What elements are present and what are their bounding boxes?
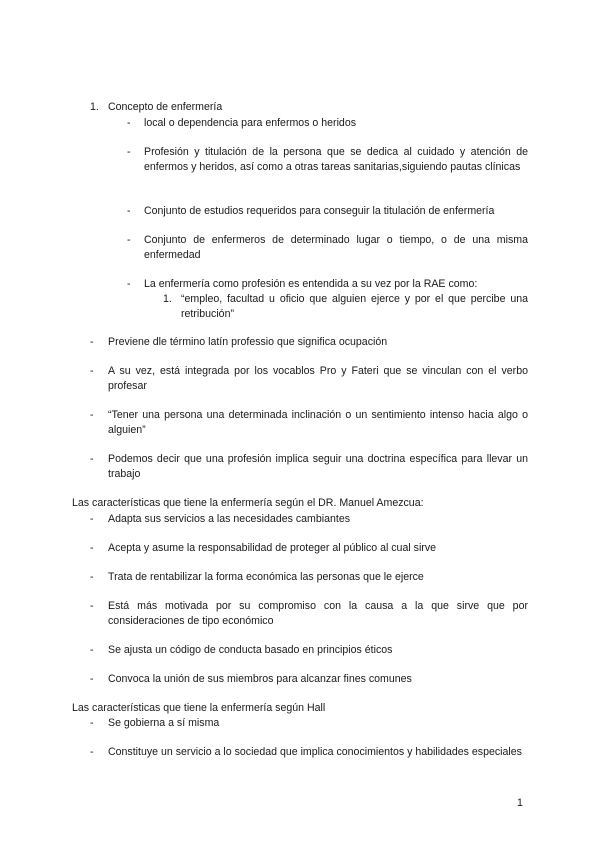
amezcua-item-5: Se ajusta un código de conducta basado en principios éticos: [108, 644, 393, 656]
sub-item-1: local o dependencia para enfermos o heridos: [144, 117, 357, 129]
dash-marker: -: [90, 336, 94, 348]
sub-item-3: Conjunto de estudios requeridos para conseguir la titulación de enfermería: [144, 205, 495, 217]
bullet-item-1: Previene dle término latín professio que significa ocupación: [108, 336, 388, 348]
hall-heading: Las características que tiene la enfermería según Hall: [72, 702, 326, 714]
rae-quote: “empleo, facultad u oficio que alguien ejerce y por el que percibe una retribución”: [181, 293, 528, 320]
dash-marker: -: [90, 673, 94, 685]
hall-item-1: Se gobierna a sí misma: [108, 717, 220, 729]
dash-marker: -: [90, 571, 94, 583]
page-number: 1: [517, 797, 523, 809]
bullet-item-2: A su vez, está integrada por los vocablos Pro y Fateri que se vinculan con el verbo profesar: [108, 365, 528, 392]
dash-marker: -: [90, 365, 94, 377]
amezcua-item-4: Está más motivada por su compromiso con la causa a la que sirve que por consideraciones de tipo económico: [108, 600, 528, 627]
amezcua-item-3: Trata de rentabilizar la forma económica las personas que le ejerce: [108, 571, 424, 583]
amezcua-item-6: Convoca la unión de sus miembros para alcanzar fines comunes: [108, 673, 412, 685]
list-number: 1.: [90, 101, 99, 113]
dash-marker: -: [90, 513, 94, 525]
dash-marker: -: [90, 542, 94, 554]
list-number: 1.: [163, 293, 172, 305]
sub-item-4: Conjunto de enfermeros de determinado lugar o tiempo, o de una misma enfermedad: [144, 234, 528, 261]
dash-marker: -: [90, 717, 94, 729]
amezcua-heading: Las características que tiene la enfermería según el DR. Manuel Amezcua:: [72, 497, 424, 509]
bullet-item-3: “Tener una persona una determinada inclinación o un sentimiento intenso hacia algo o alguien”: [108, 409, 528, 436]
hall-item-2: Constituye un servicio a lo sociedad que implica conocimientos y habilidades especiales: [108, 746, 522, 758]
dash-marker: -: [127, 117, 131, 129]
section-title: Concepto de enfermería: [108, 101, 223, 113]
dash-marker: -: [90, 453, 94, 465]
dash-marker: -: [127, 146, 131, 158]
sub-item-5: La enfermería como profesión es entendida a su vez por la RAE como:: [144, 278, 478, 290]
dash-marker: -: [90, 409, 94, 421]
dash-marker: -: [127, 234, 131, 246]
dash-marker: -: [90, 600, 94, 612]
bullet-item-4: Podemos decir que una profesión implica seguir una doctrina específica para llevar un trabajo: [108, 453, 528, 480]
amezcua-item-1: Adapta sus servicios a las necesidades cambiantes: [108, 513, 351, 525]
sub-item-2: Profesión y titulación de la persona que se dedica al cuidado y atención de enfermos y heridos, así como a otras tareas sanitarias,siguiendo pautas clínicas: [144, 146, 528, 173]
dash-marker: -: [127, 205, 131, 217]
amezcua-item-2: Acepta y asume la responsabilidad de proteger al público al cual sirve: [108, 542, 437, 554]
dash-marker: -: [127, 278, 131, 290]
dash-marker: -: [90, 746, 94, 758]
dash-marker: -: [90, 644, 94, 656]
